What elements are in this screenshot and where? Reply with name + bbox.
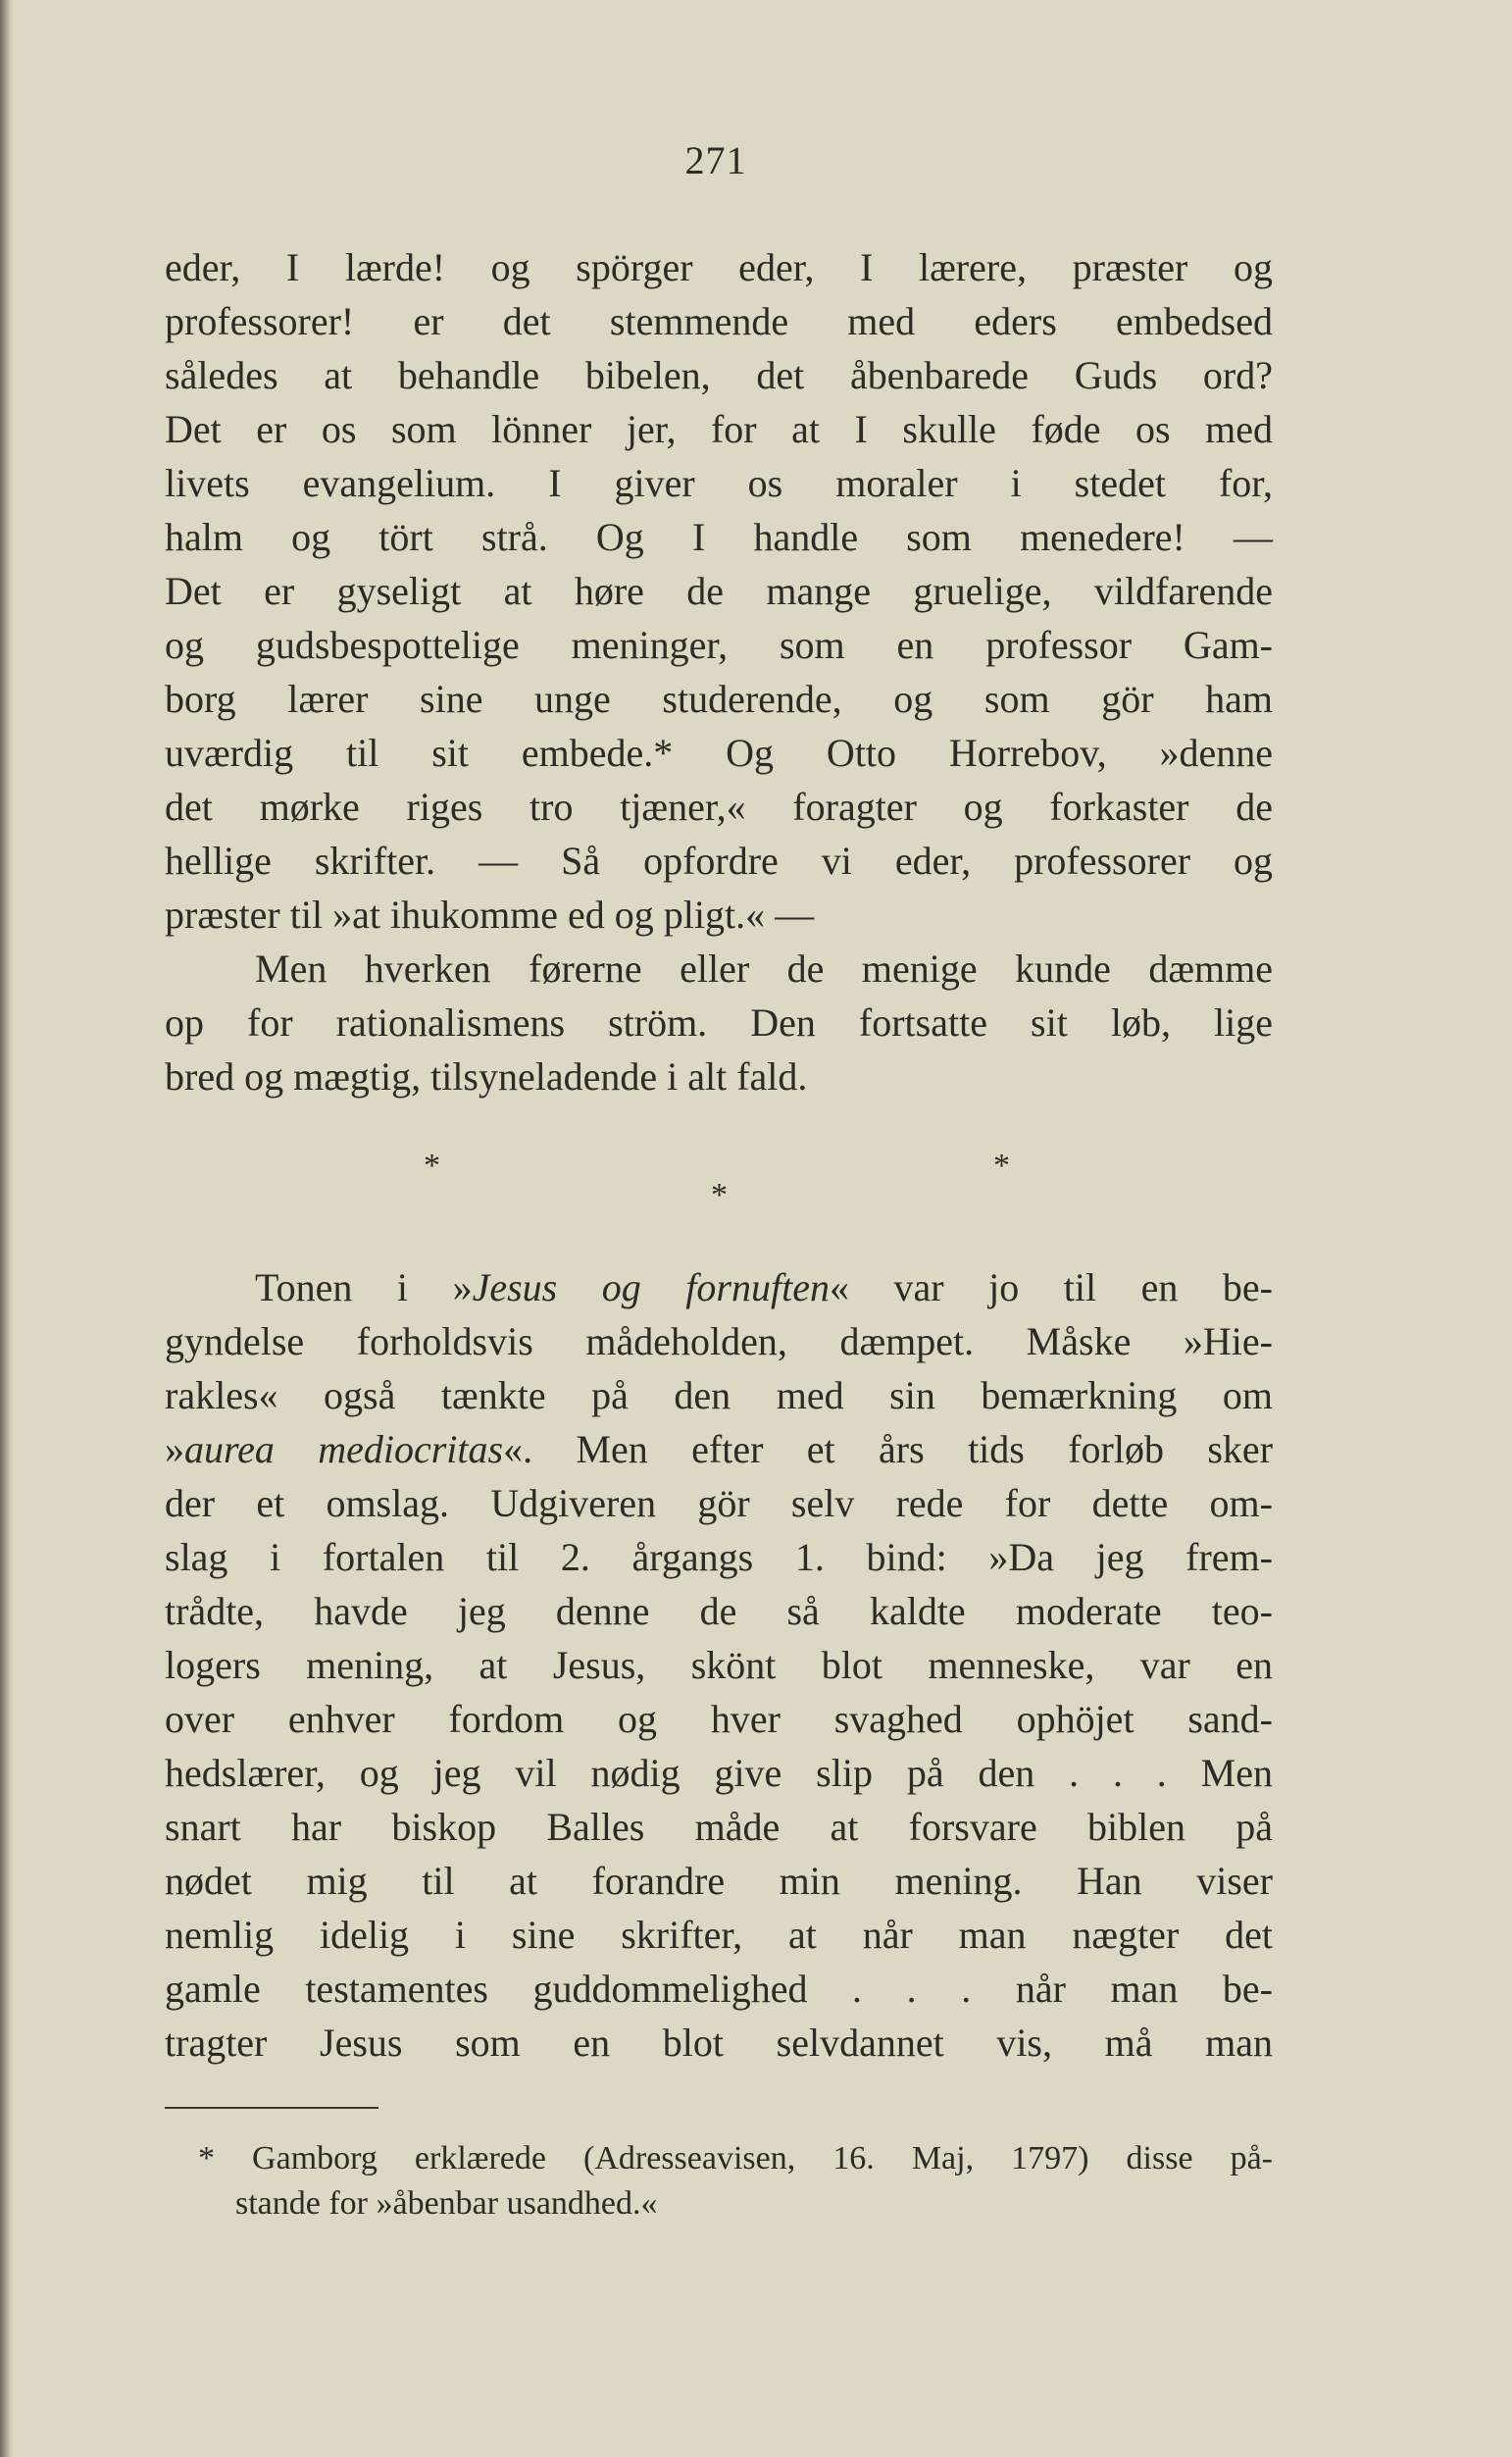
text-fragment: » (165, 1427, 184, 1471)
text-line: Det er gyseligt at høre de mange gruelige, vildfarende (165, 569, 1273, 613)
text-line: livets evangelium. I giver os moraler i stedet for, (165, 461, 1273, 505)
text-fragment: «. Men efter et års tids forløb sker (503, 1427, 1274, 1471)
footnote-line: * Gamborg erklærede (Adresseavisen, 16. Maj, 1797) disse på- (198, 2140, 1273, 2176)
paragraph-block-2 (165, 1260, 1273, 2070)
footnote-divider (165, 2107, 378, 2109)
text-line: rakles« også tænkte på den med sin bemærkning om (165, 1373, 1273, 1417)
text-line: således at behandle bibelen, det åbenbarede Guds ord? (165, 353, 1273, 397)
text-line: professorer! er det stemmende med eders embedsed (165, 299, 1273, 343)
asterisk-left: * (424, 1148, 440, 1184)
asterisk-center: * (711, 1177, 728, 1213)
text-line: bred og mægtig, tilsyneladende i alt fald. (165, 1054, 808, 1099)
footnote-line: stande for »åbenbar usandhed.« (235, 2185, 658, 2222)
text-line: uværdig til sit embede.* Og Otto Horrebov, »denne (165, 731, 1273, 775)
text-line: over enhver fordom og hver svaghed ophöjet sand- (165, 1697, 1273, 1741)
text-line: præster til »at ihukomme ed og pligt.« — (165, 893, 815, 937)
text-line: slag i fortalen til 2. årgangs 1. bind: »Da jeg frem- (165, 1535, 1273, 1579)
text-line: Det er os som lönner jer, for at I skulle føde os med (165, 407, 1273, 451)
text-fragment: Tonen i » (255, 1265, 473, 1309)
paragraph-block-1 (165, 240, 1273, 1103)
text-line: trådte, havde jeg denne de så kaldte moderate teo- (165, 1589, 1273, 1633)
page-binding-edge (0, 0, 14, 2457)
text-line: og gudsbespottelige meninger, som en professor Gam- (165, 623, 1273, 667)
text-line: det mørke riges tro tjæner,« foragter og forkaster de (165, 785, 1273, 829)
text-line: gamle testamentes guddommelighed . . . når man be- (165, 1967, 1273, 2011)
text-fragment: « var jo til en be- (829, 1265, 1273, 1309)
asterisk-right: * (993, 1148, 1010, 1184)
text-line: hedslærer, og jeg vil nødig give slip på den . . . Men (165, 1751, 1273, 1795)
text-line: nemlig idelig i sine skrifter, at når man nægter det (165, 1913, 1273, 1957)
text-line: op for rationalismens ström. Den fortsatte sit løb, lige (165, 1000, 1273, 1045)
text-line: tragter Jesus som en blot selvdannet vis, må man (165, 2021, 1273, 2065)
text-line: hellige skrifter. — Så opfordre vi eder, professorer og (165, 839, 1273, 883)
text-line: nødet mig til at forandre min mening. Han viser (165, 1859, 1273, 1903)
text-line: snart har biskop Balles måde at forsvare biblen på (165, 1805, 1273, 1849)
text-line (165, 1422, 1273, 1476)
text-line: gyndelse forholdsvis mådeholden, dæmpet. Måske »Hie- (165, 1319, 1273, 1363)
text-line: halm og tört strå. Og I handle som menedere! — (165, 515, 1273, 559)
text-line (165, 1260, 1273, 1314)
section-separator (0, 1148, 1512, 1216)
italic-title: Jesus og fornuften (472, 1265, 830, 1309)
text-line: eder, I lærde! og spörger eder, I lærere, præster og (165, 245, 1273, 289)
text-line: der et omslag. Udgiveren gör selv rede for dette om- (165, 1481, 1273, 1525)
text-line: logers mening, at Jesus, skönt blot menneske, var en (165, 1643, 1273, 1687)
text-line: borg lærer sine unge studerende, og som gör ham (165, 677, 1273, 721)
footnote (165, 2136, 1273, 2227)
text-line: Men hverken førerne eller de menige kunde dæmme (255, 947, 1273, 991)
page-number: 271 (684, 138, 747, 182)
italic-phrase: aurea mediocritas (184, 1427, 504, 1471)
